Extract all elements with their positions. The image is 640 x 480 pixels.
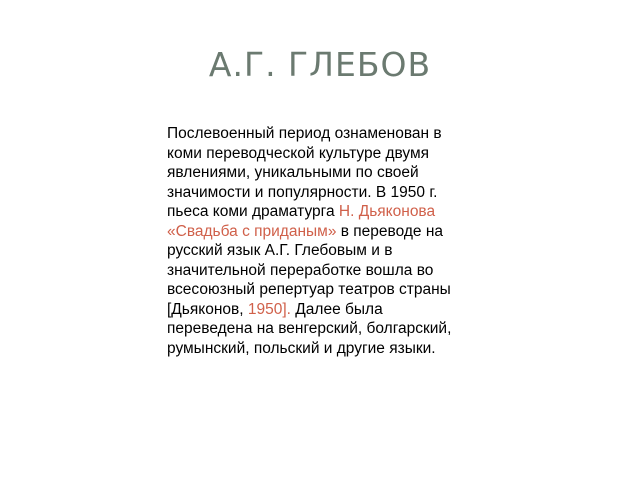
- paragraph-text-3: Далее была переведена на венгерский, болгарский, румынский, польский и другие языки.: [167, 300, 452, 357]
- slide-title: А.Г. ГЛЕБОВ: [208, 45, 432, 84]
- body-paragraph: [167, 124, 467, 358]
- author-link[interactable]: Н. Дьяконова: [338, 203, 436, 220]
- paragraph-text-2: в переводе на русский язык А.Г. Глебовым и в значительной переработке вошла во всесоюзный репертуар театров страны [Дьяконов,: [167, 222, 451, 318]
- year-reference-link[interactable]: 1950].: [247, 300, 291, 318]
- play-title-link[interactable]: «Свадьба с приданым»: [167, 222, 337, 240]
- paragraph-text-1: Послевоенный период ознаменован в коми переводческой культуре двумя явлениями, уникальными по своей значимости и популярности. В 1950 г. пьеса коми драматурга: [167, 125, 442, 220]
